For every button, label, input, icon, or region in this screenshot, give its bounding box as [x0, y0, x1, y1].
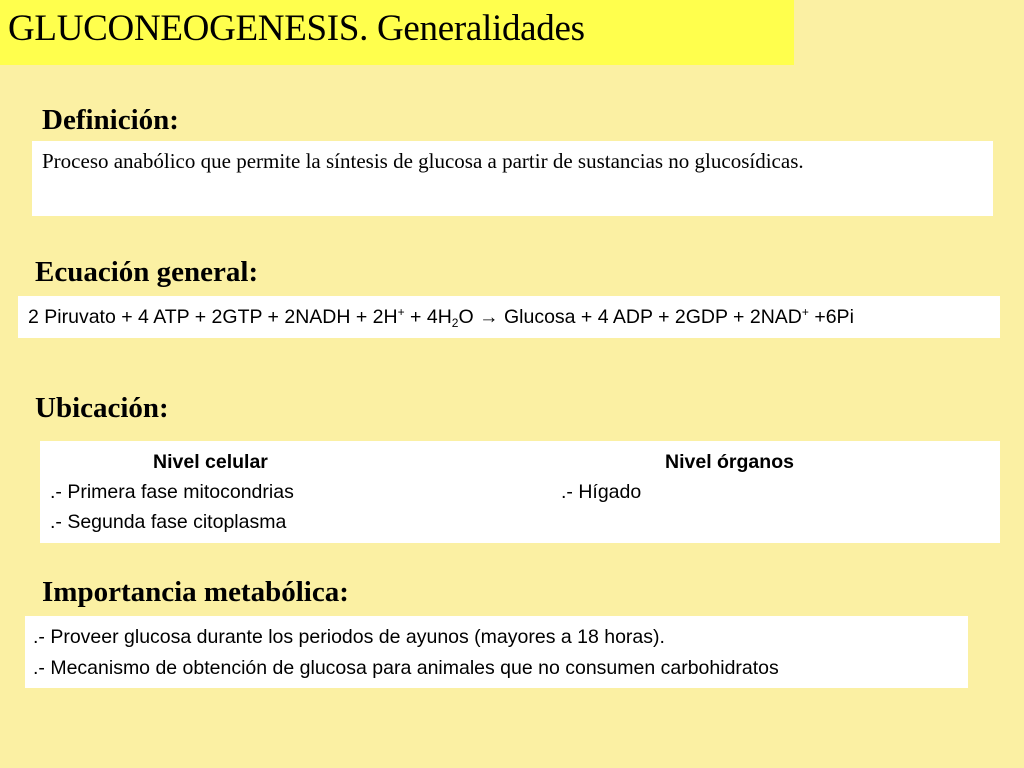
- importance-item: .- Proveer glucosa durante los periodos de ayunos (mayores a 18 horas).: [33, 626, 665, 648]
- importance-box: [25, 616, 968, 688]
- organ-item: .- Hígado: [561, 481, 642, 503]
- equation-reactants-b: + 4H: [404, 306, 452, 328]
- location-heading: Ubicación:: [35, 392, 169, 424]
- importance-item: .- Mecanismo de obtención de glucosa para animales que no consumen carbohidratos: [33, 657, 779, 679]
- nad-charge: +: [801, 305, 809, 319]
- importance-heading: Importancia metabólica:: [42, 576, 349, 608]
- definition-text: Proceso anabólico que permite la síntesis de glucosa a partir de sustancias no glucosídicas.: [42, 149, 804, 173]
- equation-reactants-a: 2 Piruvato + 4 ATP + 2GTP + 2NADH + 2H: [28, 306, 398, 328]
- organ-level-header: Nivel órganos: [665, 451, 794, 473]
- equation-products-b: +6Pi: [808, 306, 854, 328]
- definition-box: [32, 141, 993, 216]
- cellular-level-header: Nivel celular: [153, 451, 268, 473]
- title-banner: [0, 0, 794, 65]
- cellular-item: .- Segunda fase citoplasma: [50, 511, 287, 533]
- reaction-arrow-icon: →: [479, 306, 499, 328]
- equation-products-a: Glucosa + 4 ADP + 2GDP + 2NAD: [498, 306, 802, 328]
- equation-box: [18, 296, 1000, 338]
- proton-charge: +: [397, 305, 405, 319]
- page-title: GLUCONEOGENESIS. Generalidades: [8, 8, 585, 49]
- cellular-item: .- Primera fase mitocondrias: [50, 481, 294, 503]
- equation-heading: Ecuación general:: [35, 256, 259, 288]
- general-equation: [28, 304, 854, 330]
- location-box: [40, 441, 1000, 543]
- equation-reactants-c: O: [458, 306, 480, 328]
- definition-heading: Definición:: [42, 104, 179, 136]
- water-subscript: 2: [451, 316, 459, 330]
